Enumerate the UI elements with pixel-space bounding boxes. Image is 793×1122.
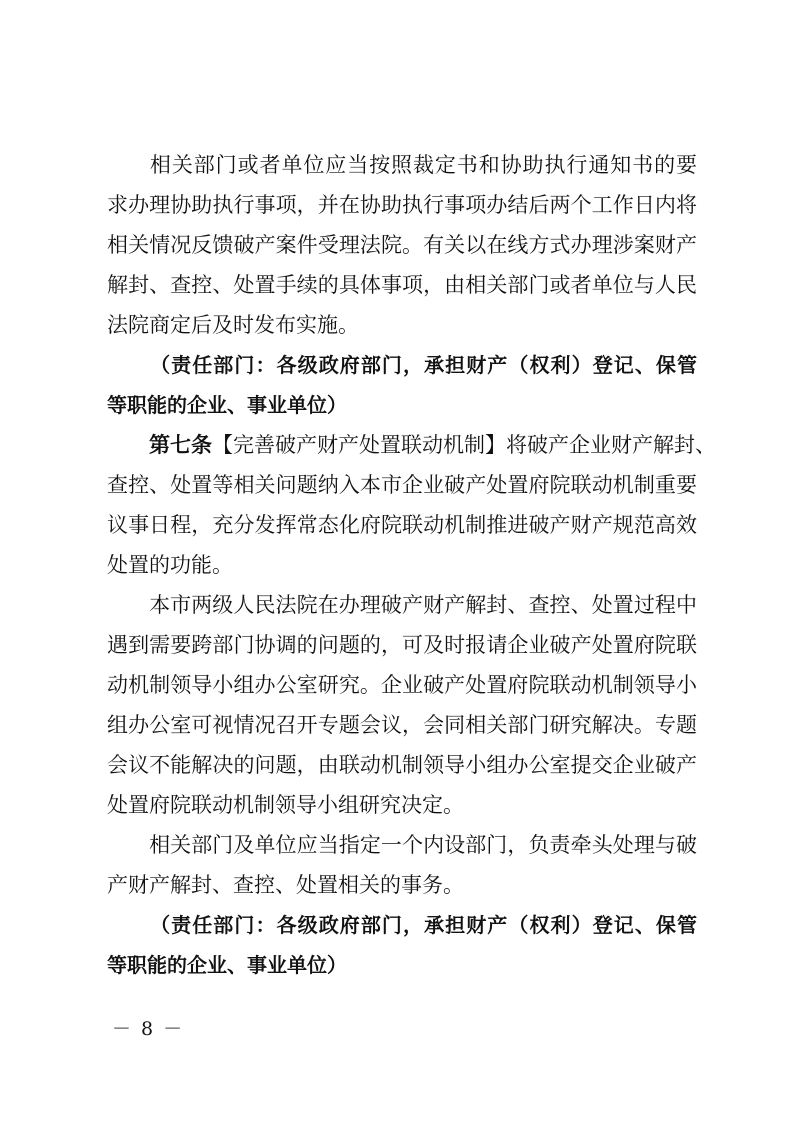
article-number: 第七条 <box>149 433 212 457</box>
paragraph-line: 相关部门及单位应当指定一个内设部门，负责牵头处理与破 <box>149 833 697 857</box>
paragraph-line: 会议不能解决的问题，由联动机制领导小组办公室提交企业破产 <box>107 753 697 777</box>
article-topic: 【完善破产财产处置联动机制】 <box>212 433 506 457</box>
paragraph-line: 遇到需要跨部门协调的问题的，可及时报请企业破产处置府院联 <box>107 633 697 657</box>
paragraph-line: 产财产解封、查控、处置相关的事务。 <box>107 873 464 897</box>
page-number: － 8 － <box>112 1018 185 1040</box>
responsibility-note <box>107 905 697 985</box>
paragraph-line: 解封、查控、处置手续的具体事项，由相关部门或者单位与人民 <box>107 273 697 297</box>
paragraph-line: （责任部门：各级政府部门，承担财产（权利）登记、保管 <box>149 913 697 937</box>
paragraph-court-coordination <box>107 585 697 825</box>
paragraph-assistance-execution <box>107 145 697 345</box>
article-seven <box>107 425 716 585</box>
paragraph-line: 等职能的企业、事业单位） <box>107 393 347 417</box>
document-body <box>107 145 716 985</box>
paragraph-line: 等职能的企业、事业单位） <box>107 953 347 977</box>
paragraph-line: 相关部门或者单位应当按照裁定书和协助执行通知书的要 <box>149 153 697 177</box>
paragraph-line: 相关情况反馈破产案件受理法院。有关以在线方式办理涉案财产 <box>107 233 697 257</box>
paragraph-line: 处置府院联动机制领导小组研究决定。 <box>107 793 464 817</box>
paragraph-designated-department <box>107 825 697 905</box>
paragraph-line: 求办理协助执行事项，并在协助执行事项办结后两个工作日内将 <box>107 193 697 217</box>
paragraph-line: 组办公室可视情况召开专题会议，会同相关部门研究解决。专题 <box>107 713 697 737</box>
paragraph-line: 处置的功能。 <box>107 553 233 577</box>
paragraph-line: 本市两级人民法院在办理破产财产解封、查控、处置过程中 <box>149 593 697 617</box>
paragraph-line: 法院商定后及时发布实施。 <box>107 313 359 337</box>
paragraph-line: 动机制领导小组办公室研究。企业破产处置府院联动机制领导小 <box>107 673 697 697</box>
paragraph-line: 第七条【完善破产财产处置联动机制】将破产企业财产解封、 <box>149 433 716 457</box>
responsibility-note <box>107 345 697 425</box>
paragraph-line: （责任部门：各级政府部门，承担财产（权利）登记、保管 <box>149 353 697 377</box>
paragraph-line: 查控、处置等相关问题纳入本市企业破产处置府院联动机制重要 <box>107 473 697 497</box>
paragraph-line: 议事日程，充分发挥常态化府院联动机制推进破产财产规范高效 <box>107 513 697 537</box>
